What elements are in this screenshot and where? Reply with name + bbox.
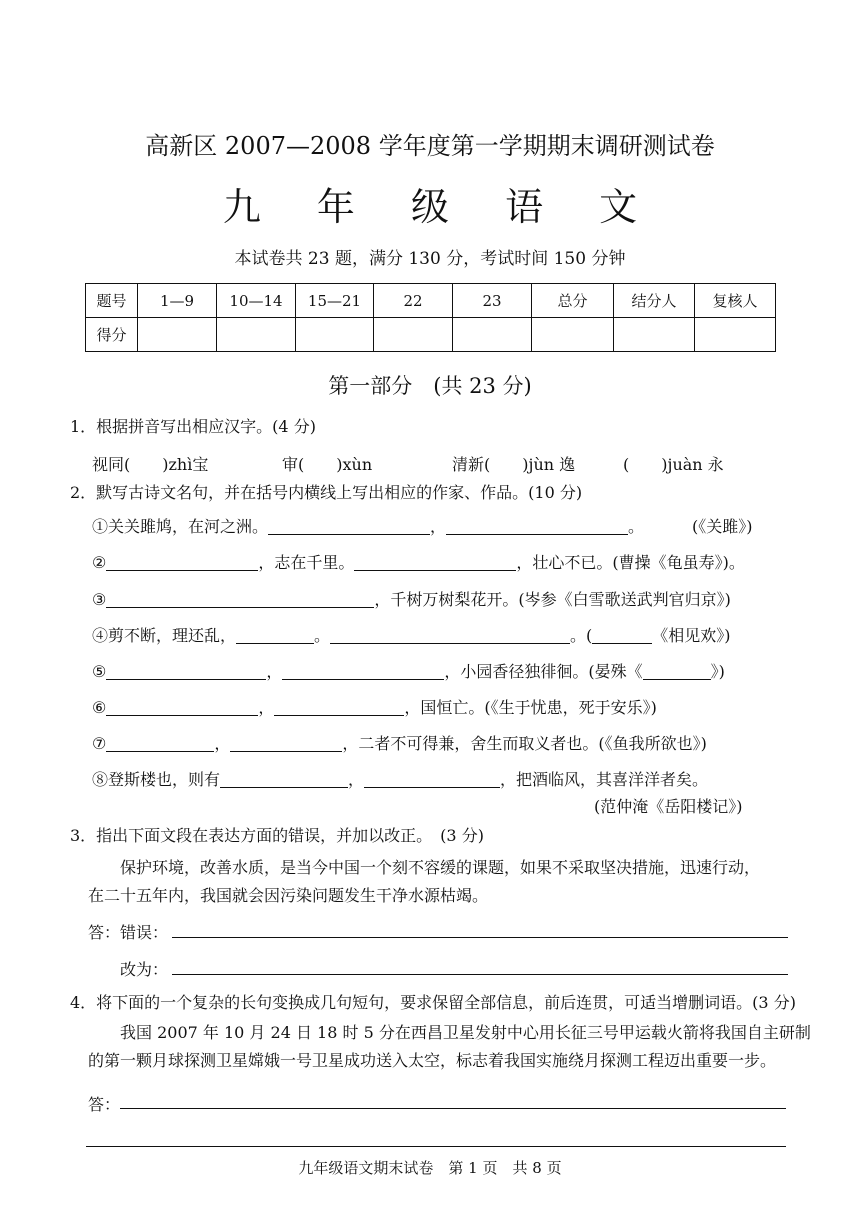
q2-line-7 <box>92 731 707 754</box>
q2-line-5 <box>92 659 725 682</box>
verse-text: ⑥ <box>92 698 107 717</box>
q4-answer-label: 答： <box>88 1095 121 1114</box>
answer-blank[interactable] <box>446 518 628 535</box>
table-cell: 复核人 <box>695 284 776 318</box>
verse-text: ，把酒临风，其喜洋洋者矣。 <box>500 770 709 789</box>
q4-prompt: 4．将下面的一个复杂的长句变换成几句短句，要求保留全部信息，前后连贯，可适当增删词语。(3 分) <box>70 993 796 1012</box>
score-cell[interactable] <box>614 318 695 352</box>
answer-blank[interactable] <box>274 699 404 716</box>
q3-answer-label: 改为： <box>120 960 169 979</box>
answer-blank[interactable] <box>106 591 374 608</box>
table-cell: 1—9 <box>138 284 217 318</box>
score-table-header-row <box>86 284 776 318</box>
q1-item[interactable]: 审( )xùn <box>282 455 373 474</box>
score-cell[interactable] <box>453 318 532 352</box>
answer-blank[interactable] <box>106 663 266 680</box>
verse-text: ⑧登斯楼也，则有 <box>92 770 221 789</box>
q2-line-1 <box>92 514 644 537</box>
q4-passage-line: 我国 2007 年 10 月 24 日 18 时 5 分在西昌卫星发射中心用长征三号甲运载火箭将我国自主研制 <box>120 1023 811 1042</box>
answer-blank[interactable] <box>236 627 314 644</box>
answer-blank[interactable] <box>364 771 500 788</box>
q2-line-2 <box>92 550 745 573</box>
answer-blank[interactable] <box>592 627 652 644</box>
verse-text: 。 <box>628 517 645 536</box>
footer-divider <box>86 1146 786 1147</box>
verse-text: ，千树万树梨花开。(岑参《白雪歌送武判官归京》) <box>374 590 731 609</box>
table-cell: 结分人 <box>614 284 695 318</box>
q2-line-6 <box>92 695 657 718</box>
verse-text: ，志在千里。 <box>258 553 355 572</box>
exam-info: 本试卷共 23 题，满分 130 分，考试时间 150 分钟 <box>234 249 626 269</box>
page-footer: 九年级语文期末试卷 第 1 页 共 8 页 <box>298 1159 562 1177</box>
q2-prompt: 2．默写古诗文名句，并在括号内横线上写出相应的作家、作品。(10 分) <box>70 483 583 502</box>
score-cell[interactable] <box>296 318 374 352</box>
q3-passage-line: 保护环境，改善水质，是当今中国一个刻不容缓的课题，如果不采取坚决措施，迅速行动， <box>120 858 761 877</box>
answer-blank[interactable] <box>643 663 711 680</box>
verse-text: ①关关雎鸠，在河之洲。 <box>92 517 269 536</box>
answer-blank[interactable] <box>268 518 430 535</box>
score-cell[interactable] <box>217 318 296 352</box>
answer-line[interactable] <box>172 937 788 938</box>
q2-line-3 <box>92 587 731 610</box>
table-cell: 10—14 <box>217 284 296 318</box>
table-cell: 22 <box>374 284 453 318</box>
answer-line[interactable] <box>120 1108 786 1109</box>
q3-passage-line: 在二十五年内，我国就会因污染问题发生干净水源枯竭。 <box>88 886 489 905</box>
q3-answer-label: 答：错误： <box>88 923 169 942</box>
part-title: 第一部分 (共 23 分) <box>328 374 532 398</box>
answer-blank[interactable] <box>220 771 348 788</box>
q1-prompt: 1．根据拼音写出相应汉字。(4 分) <box>70 417 316 436</box>
table-cell: 23 <box>453 284 532 318</box>
exam-subtitle: 高新区 2007—2008 学年度第一学期期末调研测试卷 <box>145 132 715 160</box>
exam-title: 九 年 级 语 文 <box>222 185 660 229</box>
verse-text: ， <box>266 662 283 681</box>
q1-item[interactable]: 视同( )zhì宝 <box>92 455 209 474</box>
answer-blank[interactable] <box>106 699 258 716</box>
verse-text: 《相见欢》) <box>652 626 731 645</box>
score-cell[interactable] <box>138 318 217 352</box>
verse-text: ，壮心不已。(曹操《龟虽寿》)。 <box>516 553 745 572</box>
verse-text: ，国恒亡。(《生于忧患，死于安乐》) <box>404 698 657 717</box>
score-cell[interactable] <box>695 318 776 352</box>
score-cell[interactable] <box>532 318 614 352</box>
q1-item[interactable]: 清新( )jùn 逸 <box>452 455 576 474</box>
verse-text: ② <box>92 553 107 572</box>
score-table <box>85 283 776 352</box>
score-cell[interactable] <box>374 318 453 352</box>
verse-text: ，二者不可得兼，舍生而取义者也。(《鱼我所欲也》) <box>342 734 707 753</box>
answer-blank[interactable] <box>354 554 516 571</box>
verse-text: ， <box>348 770 365 789</box>
answer-blank[interactable] <box>282 663 444 680</box>
q2-source: (范仲淹《岳阳楼记》) <box>594 797 743 816</box>
verse-text: 。( <box>570 626 593 645</box>
table-cell: 总分 <box>532 284 614 318</box>
q1-item[interactable]: ( )juàn 永 <box>623 455 724 474</box>
verse-text: ， <box>430 517 447 536</box>
answer-blank[interactable] <box>106 735 214 752</box>
table-cell: 得分 <box>86 318 138 352</box>
verse-text: 》) <box>710 662 725 681</box>
verse-text: ③ <box>92 590 107 609</box>
q4-passage-line: 的第一颗月球探测卫星嫦娥一号卫星成功送入太空，标志着我国实施绕月探测工程迈出重要一步。 <box>88 1051 777 1070</box>
verse-text: ⑤ <box>92 662 107 681</box>
answer-line[interactable] <box>172 974 788 975</box>
q2-source: (《关雎》) <box>692 517 753 536</box>
verse-text: ④剪不断，理还乱， <box>92 626 237 645</box>
verse-text: 。 <box>314 626 331 645</box>
answer-blank[interactable] <box>330 627 570 644</box>
verse-text: ，小园香径独徘徊。(晏殊《 <box>444 662 643 681</box>
q2-line-8 <box>92 767 708 790</box>
score-table-score-row <box>86 318 776 352</box>
answer-blank[interactable] <box>106 554 258 571</box>
q2-line-4 <box>92 623 731 646</box>
verse-text: ， <box>214 734 231 753</box>
q3-prompt: 3．指出下面文段在表达方面的错误，并加以改正。 (3 分) <box>70 826 484 845</box>
verse-text: ， <box>258 698 275 717</box>
verse-text: ⑦ <box>92 734 107 753</box>
answer-blank[interactable] <box>230 735 342 752</box>
table-cell: 题号 <box>86 284 138 318</box>
table-cell: 15—21 <box>296 284 374 318</box>
